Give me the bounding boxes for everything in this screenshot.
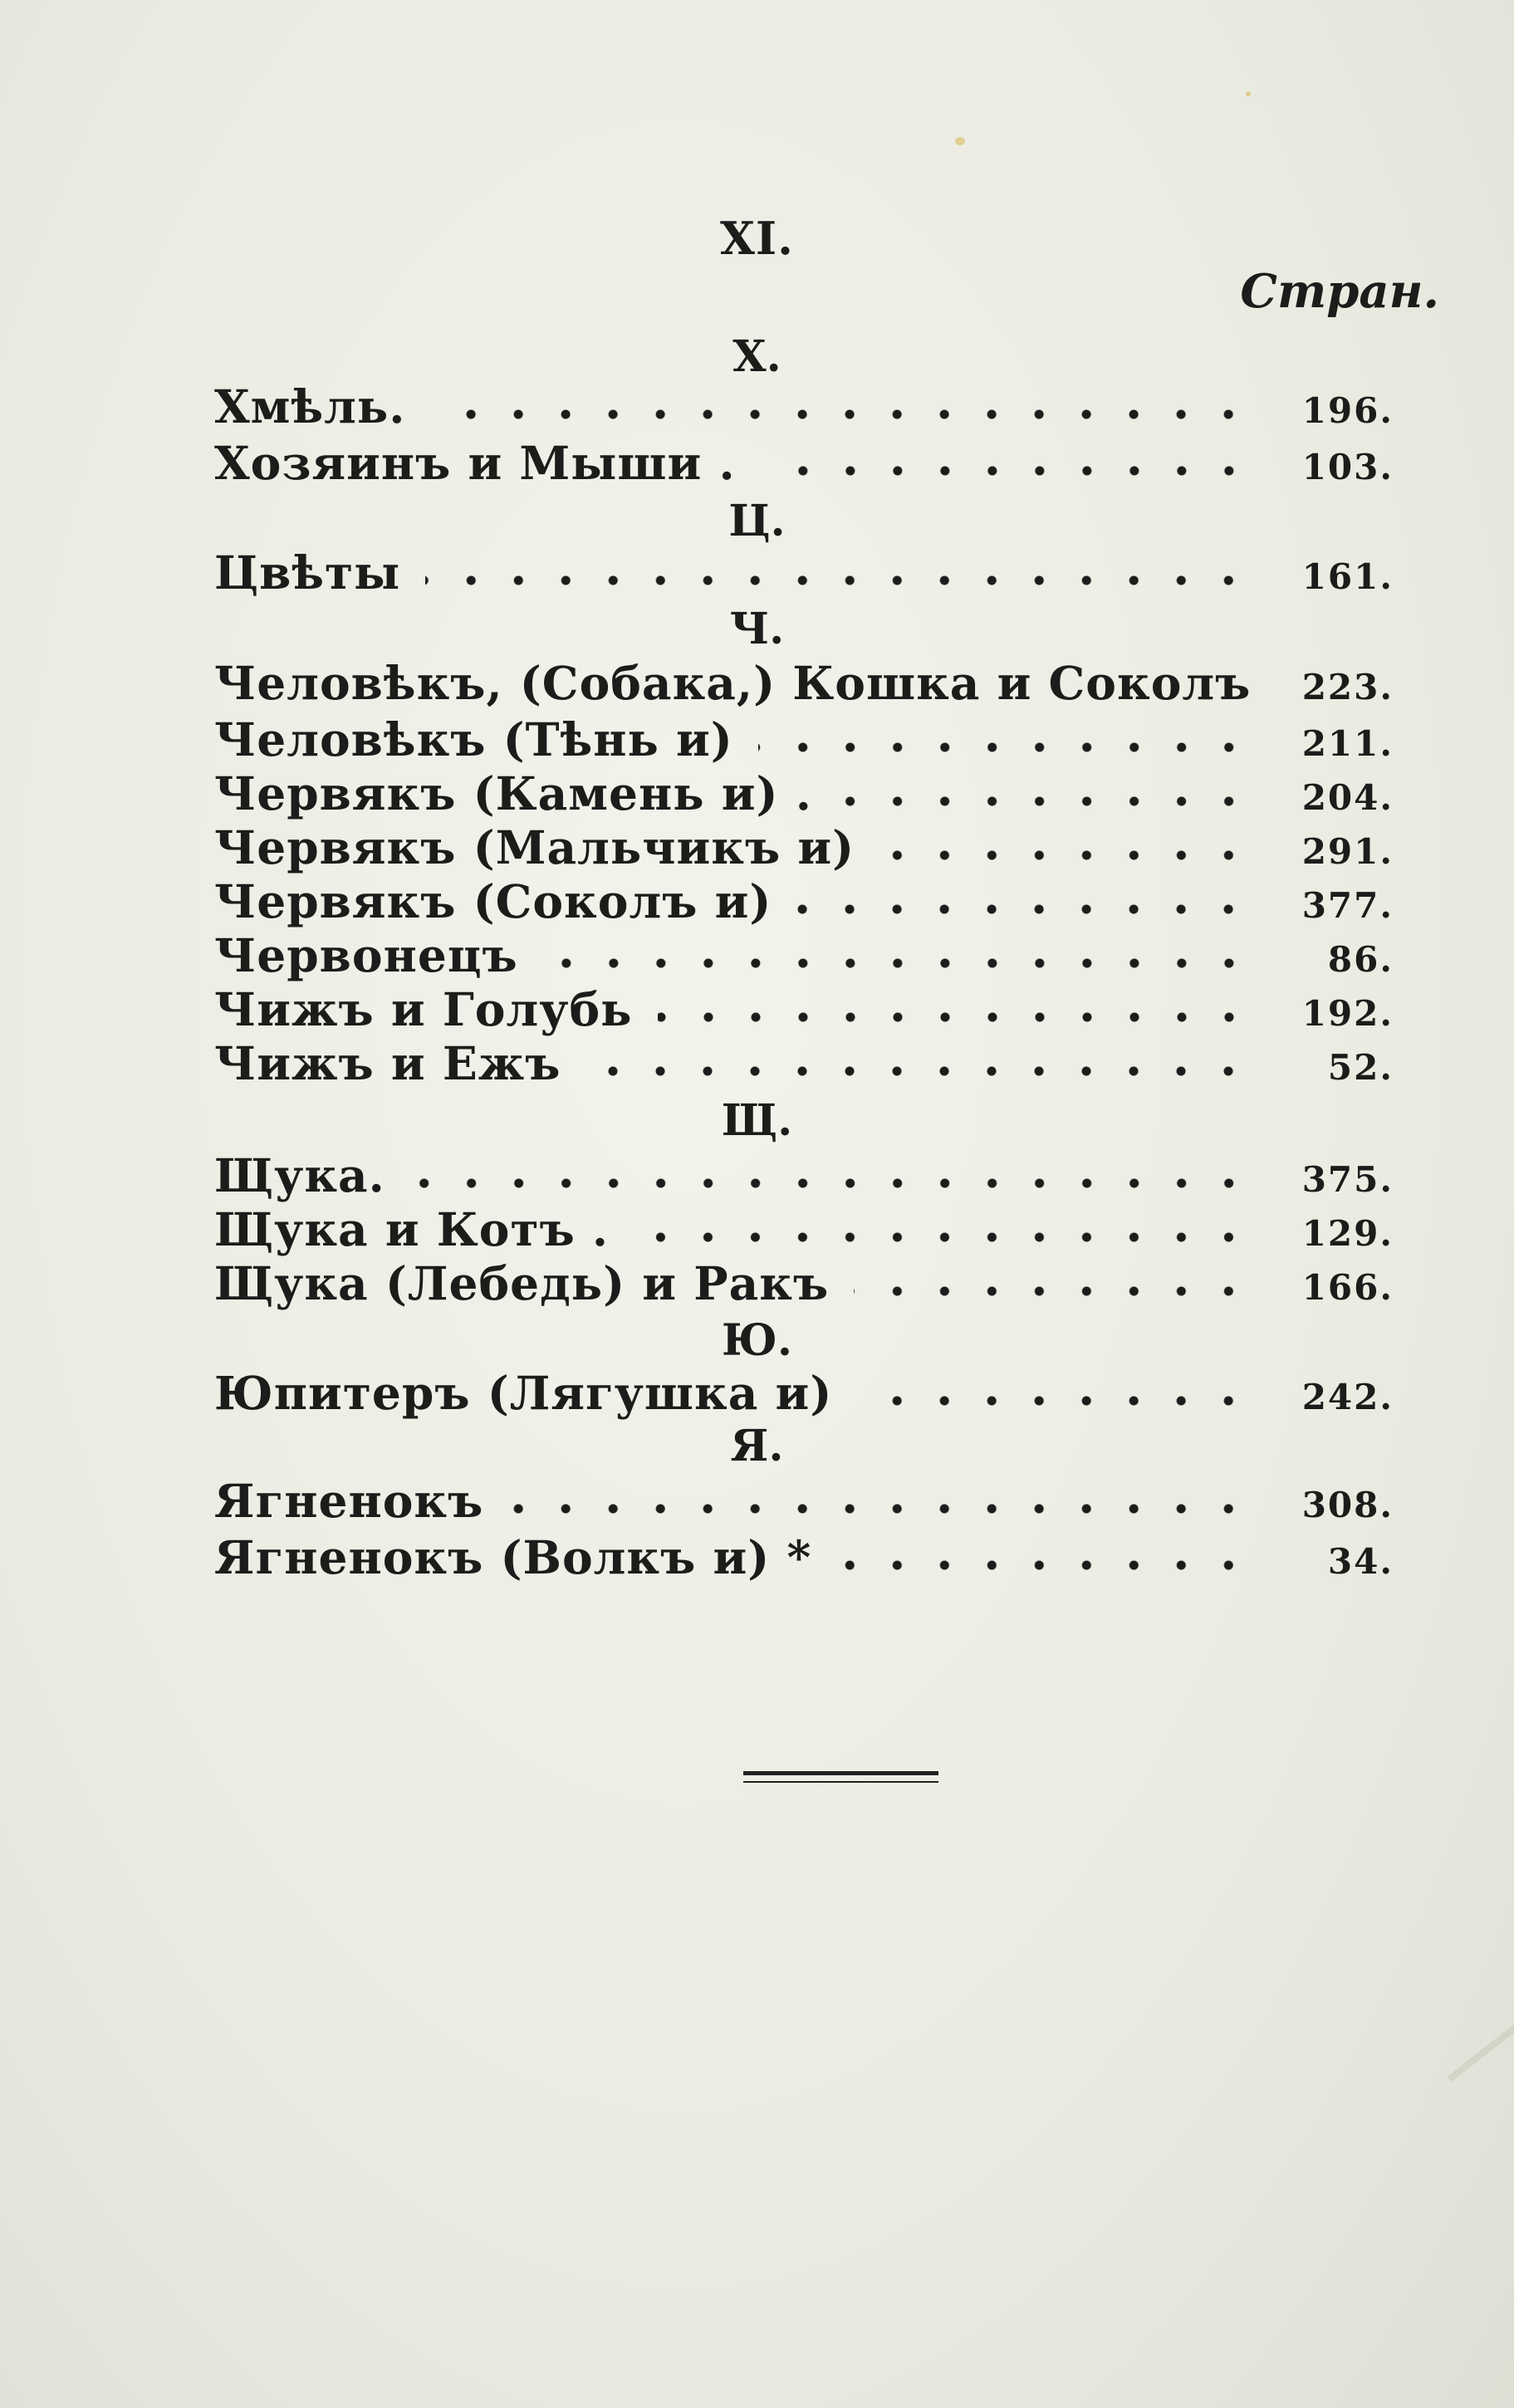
dot-leader — [543, 955, 1252, 972]
entry-title: Червякъ (Мальчикъ и) — [214, 820, 855, 874]
entry-title: Щука (Лебедь) и Ракъ — [214, 1256, 830, 1310]
entry-page: 223. — [1301, 667, 1394, 707]
section-letter-ch: Ч. — [729, 604, 785, 654]
index-entry — [214, 712, 1394, 767]
index-entry — [214, 1148, 1394, 1203]
entry-page: 291. — [1301, 831, 1394, 872]
entry-page: 308. — [1301, 1485, 1394, 1525]
page-fold-crease — [1448, 2015, 1514, 2082]
dot-leader — [1259, 683, 1269, 699]
entry-page: 129. — [1301, 1213, 1394, 1254]
dot-leader — [796, 901, 1252, 918]
dot-leader — [758, 739, 1252, 756]
entry-page: 242. — [1301, 1377, 1394, 1417]
index-entry — [214, 820, 1394, 875]
entry-title: Ягненокъ (Волкъ и) * — [214, 1530, 812, 1584]
entry-title: Червякъ (Камень и) . — [214, 766, 812, 820]
dot-leader — [508, 1500, 1252, 1517]
entry-title: Человѣкъ, (Собака,) Кошка и Соколъ — [214, 656, 1252, 710]
index-entry — [214, 379, 1394, 434]
index-entry — [214, 1256, 1394, 1311]
entry-title: Щука. — [214, 1148, 385, 1202]
dot-leader — [586, 1063, 1252, 1079]
index-entry — [214, 1474, 1394, 1529]
dot-leader — [761, 463, 1252, 479]
index-entry — [214, 656, 1394, 711]
entry-page: 375. — [1301, 1159, 1394, 1200]
index-entry — [214, 874, 1394, 929]
section-letter-kh: Х. — [733, 331, 781, 382]
entry-page: 34. — [1327, 1541, 1394, 1582]
entry-page: 103. — [1301, 447, 1394, 487]
entry-page: 211. — [1301, 723, 1394, 764]
section-letter-ts: Ц. — [728, 496, 786, 546]
paper-speck — [955, 137, 965, 145]
entry-title: Человѣкъ (Тѣнь и) — [214, 712, 733, 766]
index-entry — [214, 982, 1394, 1037]
entry-page: 86. — [1327, 939, 1394, 980]
closing-rule-thick — [743, 1771, 938, 1775]
dot-leader — [857, 1392, 1252, 1409]
entry-title: Хмѣль. — [214, 379, 406, 433]
dot-leader — [634, 1229, 1252, 1246]
section-letter-ya: Я. — [730, 1421, 784, 1471]
dot-leader — [837, 793, 1252, 810]
section-letter-yu: Ю. — [721, 1315, 793, 1366]
index-entry — [214, 1530, 1394, 1585]
dot-leader — [658, 1009, 1253, 1025]
index-entry — [214, 1202, 1394, 1257]
entry-page: 192. — [1301, 993, 1394, 1034]
entry-title: Юпитеръ (Лягушка и) — [214, 1366, 833, 1420]
index-entry — [214, 928, 1394, 983]
paper-speck — [1246, 91, 1251, 96]
entry-title: Щука и Котъ . — [214, 1202, 610, 1256]
entry-title: Чижъ и Ежъ — [214, 1036, 561, 1090]
entry-title: Хозяинъ и Мыши . — [214, 436, 736, 490]
page-column-heading: Стран. — [1240, 264, 1439, 319]
page-number: XI. — [720, 212, 794, 265]
entry-title: Чижъ и Голубь — [214, 982, 633, 1036]
entry-page: 166. — [1301, 1267, 1394, 1308]
section-letter-shch: Щ. — [721, 1095, 793, 1146]
entry-title: Червякъ (Соколъ и) — [214, 874, 772, 928]
dot-leader — [430, 406, 1252, 423]
entry-page: 161. — [1301, 556, 1394, 597]
entry-page: 204. — [1301, 777, 1394, 818]
dot-leader — [836, 1557, 1252, 1574]
index-entry — [214, 436, 1394, 491]
entry-title: Червонецъ — [214, 928, 518, 982]
closing-rule-thin — [743, 1781, 938, 1783]
entry-title: Цвѣты — [214, 546, 401, 600]
index-entry — [214, 546, 1394, 600]
entry-page: 52. — [1327, 1047, 1394, 1088]
dot-leader — [854, 1283, 1252, 1299]
index-entry — [214, 1366, 1394, 1421]
entry-page: 377. — [1301, 885, 1394, 926]
entry-title: Ягненокъ — [214, 1474, 484, 1528]
index-entry — [214, 1036, 1394, 1091]
entry-page: 196. — [1301, 390, 1394, 431]
dot-leader — [425, 572, 1252, 589]
dot-leader — [410, 1175, 1252, 1192]
index-entry — [214, 766, 1394, 821]
dot-leader — [879, 847, 1252, 864]
